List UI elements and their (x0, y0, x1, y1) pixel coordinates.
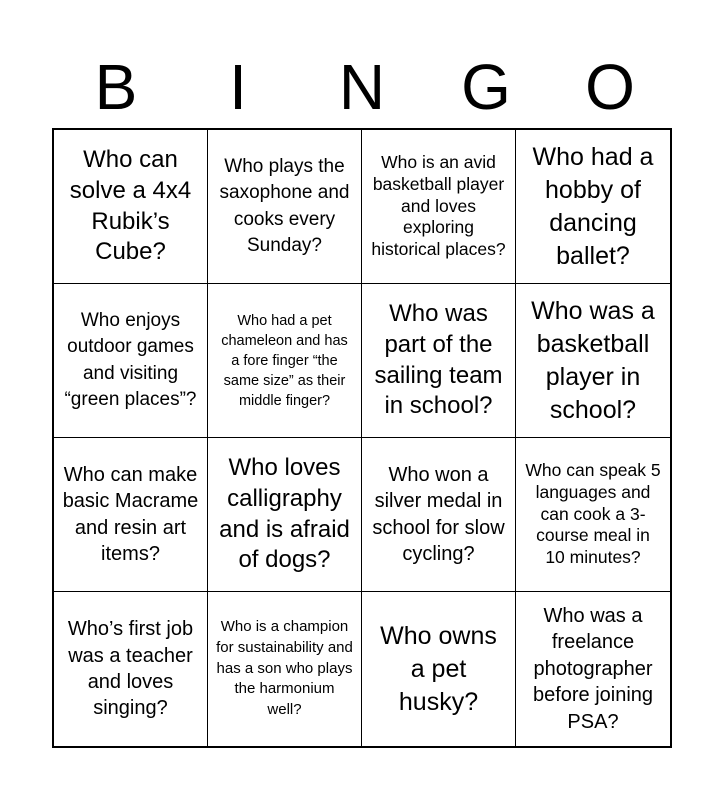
cell-text: Who can solve a 4x4 Rubik’s Cube? (69, 146, 192, 266)
bingo-header (52, 52, 672, 122)
bingo-cell-r4-c4[interactable] (516, 592, 670, 746)
bingo-cell-r1-c3[interactable] (362, 130, 516, 284)
bingo-cell-r1-c4[interactable] (516, 130, 670, 284)
bingo-cell-r3-c4[interactable] (516, 438, 670, 592)
header-letter-b: B (94, 51, 138, 123)
cell-text: Who’s first job was a teacher and loves singing? (67, 618, 194, 720)
cell-text: Who plays the saxophone and cooks every Sunday? (219, 156, 350, 256)
cell-text: Who was a freelance photographer before joining PSA? (532, 605, 654, 733)
bingo-cell-r2-c4[interactable] (516, 284, 670, 438)
cell-text: Who won a silver medal in school for slow cycling? (372, 463, 505, 565)
cell-text: Who can make basic Macrame and resin art items? (62, 463, 199, 565)
bingo-cell-r1-c2[interactable] (208, 130, 362, 284)
bingo-cell-r1-c1[interactable] (54, 130, 208, 284)
bingo-cell-r3-c2[interactable] (208, 438, 362, 592)
cell-text: Who had a hobby of dancing ballet? (532, 142, 654, 270)
cell-text: Who owns a pet husky? (380, 621, 497, 716)
bingo-cell-r3-c1[interactable] (54, 438, 208, 592)
cell-text: Who can speak 5 languages and can cook a 3-course meal in 10 minutes? (525, 459, 661, 568)
bingo-cell-r2-c1[interactable] (54, 284, 208, 438)
cell-text: Who had a pet chameleon and has a fore finger “the same size” as their middle finger? (221, 312, 348, 409)
bingo-cell-r2-c2[interactable] (208, 284, 362, 438)
cell-text: Who is a champion for sustainability and has a son who plays the harmonium well? (216, 618, 353, 719)
header-letter-o: O (585, 51, 635, 123)
bingo-cell-r4-c3[interactable] (362, 592, 516, 746)
header-letter-g: G (461, 51, 511, 123)
header-letter-n: N (338, 51, 386, 123)
bingo-cell-r4-c1[interactable] (54, 592, 208, 746)
cell-text: Who enjoys outdoor games and visiting “green places”? (64, 310, 197, 410)
cell-text: Who was part of the sailing team in school? (374, 300, 503, 420)
bingo-card-grid (52, 128, 672, 748)
bingo-cell-r3-c3[interactable] (362, 438, 516, 592)
cell-text: Who loves calligraphy and is afraid of dogs? (219, 454, 350, 574)
bingo-cell-r4-c2[interactable] (208, 592, 362, 746)
header-letter-i: I (229, 51, 247, 123)
cell-text: Who is an avid basketball player and loves exploring historical places? (371, 151, 506, 260)
cell-text: Who was a basketball player in school? (531, 296, 655, 424)
bingo-cell-r2-c3[interactable] (362, 284, 516, 438)
